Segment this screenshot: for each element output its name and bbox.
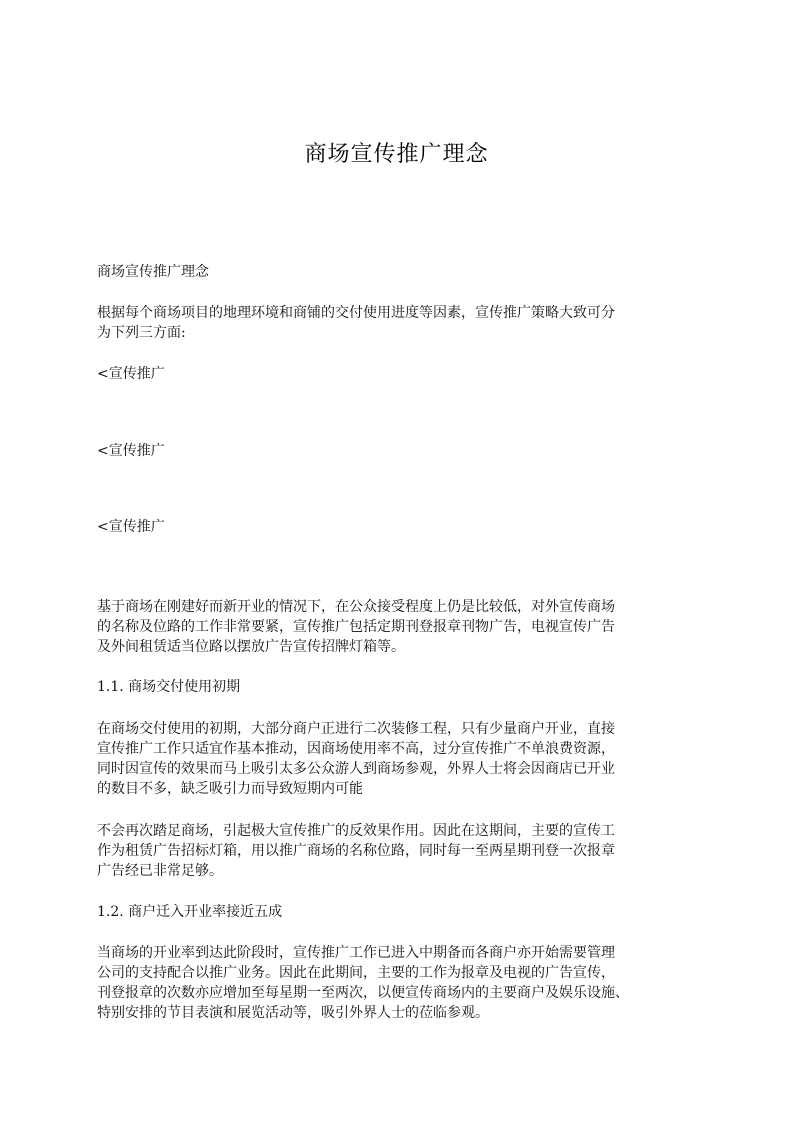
intro-paragraph xyxy=(97,303,702,343)
section-heading-1-2: 1.2. 商户迁入开业率接近五成 xyxy=(97,904,283,920)
paragraph-line: 特别安排的节目表演和展览活动等，吸引外界人士的莅临参观。 xyxy=(97,1005,489,1021)
paragraph-line: 当商场的开业率到达此阶段时，宣传推广工作已进入中期备而各商户亦开始需要管理 xyxy=(97,945,615,961)
paragraph-line: 刊登报章的次数亦应增加至每星期一至两次，以便宣传商场内的主要商户及娱乐设施、 xyxy=(97,985,629,1001)
section-heading-1-1: 1.1. 商场交付使用初期 xyxy=(97,679,241,695)
paragraph-line: 基于商场在刚建好而新开业的情况下，在公众接受程度上仍是比较低，对外宣传商场 xyxy=(97,599,615,615)
paragraph-line: 的名称及位路的工作非常要紧，宣传推广包括定期刊登报章刊物广告，电视宣传广告 xyxy=(97,619,615,635)
paragraph-line: 不会再次踏足商场，引起极大宣传推广的反效果作用。因此在这期间，主要的宣传工 xyxy=(97,823,615,839)
bullet-item: <宣传推广 xyxy=(97,519,165,535)
bullet-item: <宣传推广 xyxy=(97,366,165,382)
intro-line: 根据每个商场项目的地理环境和商铺的交付使用进度等因素，宣传推广策略大致可分 xyxy=(97,305,615,321)
document-subtitle: 商场宣传推广理念 xyxy=(97,264,209,280)
paragraph-2 xyxy=(97,719,702,799)
paragraph-line: 公司的支持配合以推广业务。因此在此期间，主要的工作为报章及电视的广告宣传， xyxy=(97,965,615,981)
paragraph-line: 宣传推广工作只适宜作基本推动，因商场使用率不高，过分宣传推广不单浪费资源， xyxy=(97,741,615,757)
bullet-item: <宣传推广 xyxy=(97,443,165,459)
paragraph-line: 的数目不多，缺乏吸引力而导致短期内可能 xyxy=(97,781,363,797)
paragraph-line: 同时因宣传的效果而马上吸引太多公众游人到商场参观，外界人士将会因商店已开业 xyxy=(97,761,615,777)
intro-line: 为下列三方面: xyxy=(97,325,186,341)
paragraph-line: 在商场交付使用的初期，大部分商户正进行二次装修工程，只有少量商户开业，直接 xyxy=(97,721,615,737)
paragraph-line: 及外间租赁适当位路以摆放广告宣传招牌灯箱等。 xyxy=(97,639,405,655)
document-title: 商场宣传推广理念 xyxy=(304,142,489,167)
paragraph-line: 作为租赁广告招标灯箱，用以推广商场的名称位路，同时每一至两星期刊登一次报章 xyxy=(97,843,615,859)
paragraph-4 xyxy=(97,943,702,1023)
paragraph-line: 广告经已非常足够。 xyxy=(97,863,223,879)
paragraph-3 xyxy=(97,821,702,881)
paragraph-1 xyxy=(97,597,702,657)
